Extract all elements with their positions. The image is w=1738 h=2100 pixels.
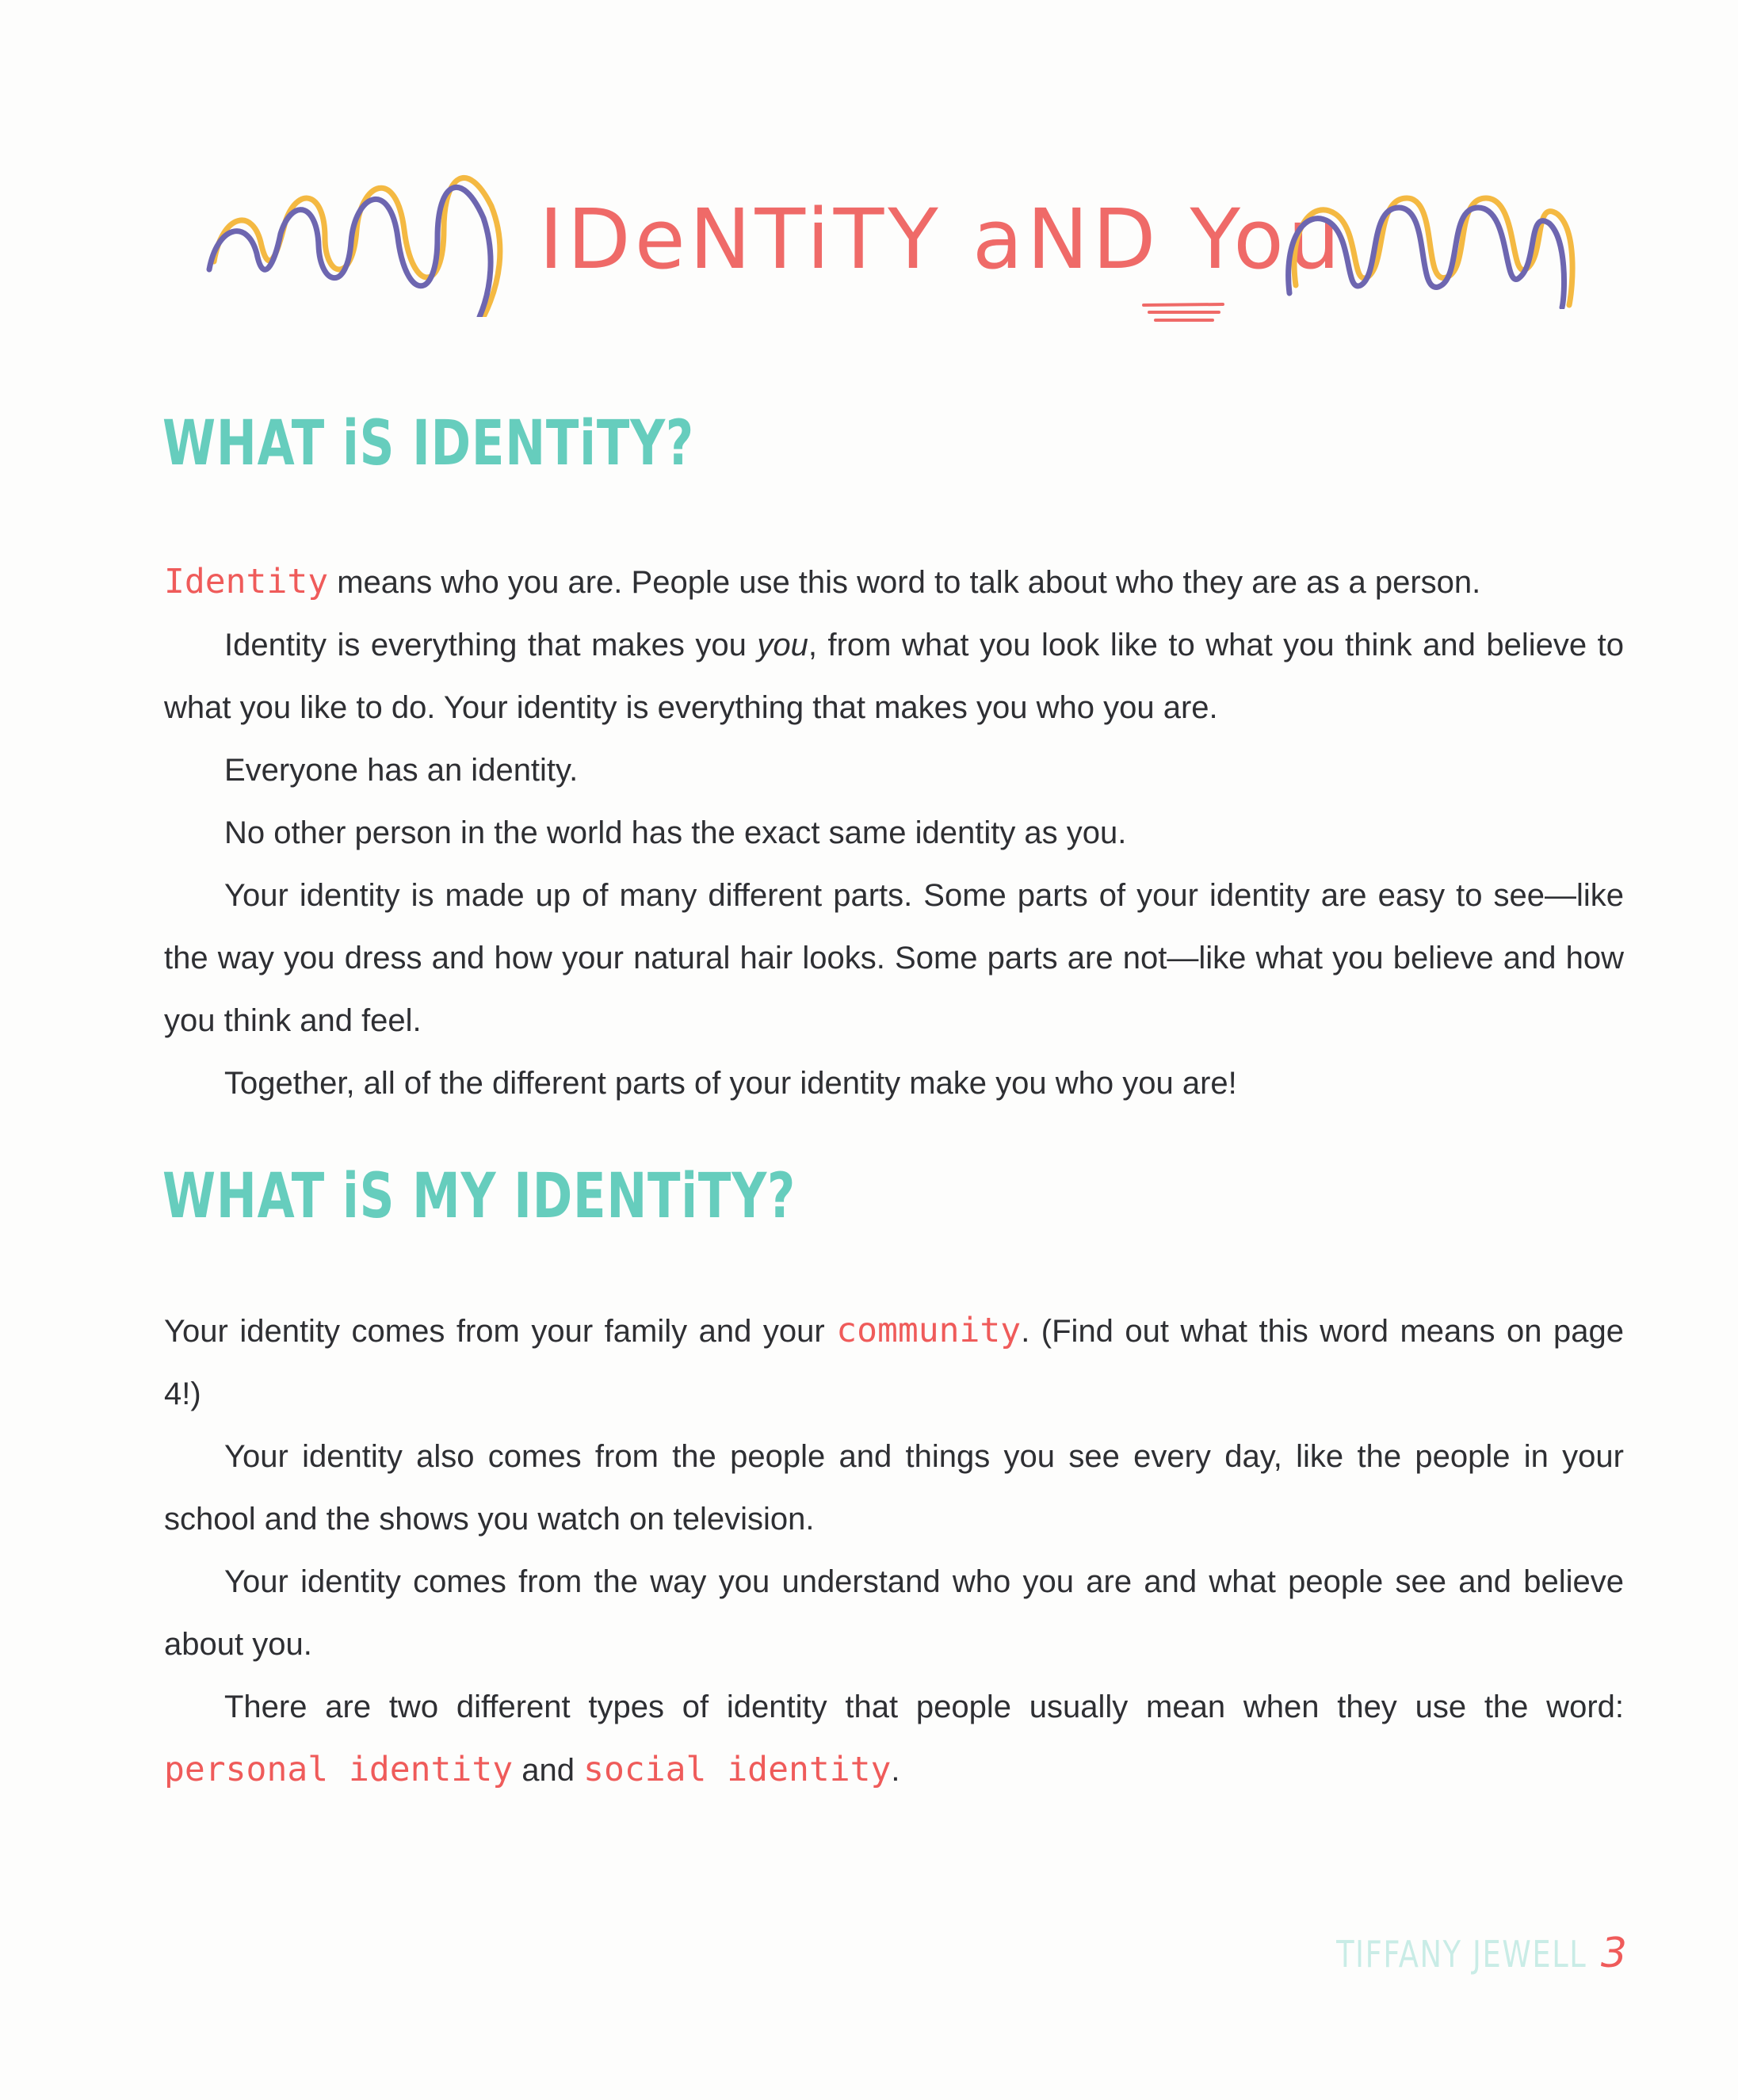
section-heading-what-is-identity: WHAT iS IDENTiTY? (162, 408, 695, 479)
title-underline-marks (1140, 301, 1227, 325)
paragraph (164, 614, 1624, 739)
paragraph: Everyone has an identity. (224, 753, 579, 788)
paragraph: Your identity also comes from the people and things you see every day, like the people in your school and the shows you watch on television. (164, 1439, 1624, 1537)
paragraph-text: Your identity comes from your family and your (164, 1314, 837, 1349)
page-footer (1274, 1930, 1628, 1977)
paragraph (164, 1300, 1624, 1426)
paragraph: Together, all of the different parts of your identity make you who you are! (224, 1066, 1237, 1101)
keyword-personal-identity[interactable]: personal identity (164, 1750, 514, 1789)
paragraph-text: . (Find out what this word means on page 4!) (164, 1314, 1625, 1411)
footer-author: TIFFANY JEWELL (1335, 1933, 1587, 1976)
section-body-what-is-identity (164, 551, 1624, 1115)
keyword-community[interactable]: community (836, 1311, 1022, 1350)
squiggle-left-decoration (206, 158, 523, 317)
title-banner (198, 151, 1593, 341)
paragraph: No other person in the world has the exact same identity as you. (224, 815, 1127, 850)
paragraph (164, 1676, 1624, 1802)
paragraph: Your identity comes from the way you understand who you are and what people see and believe about you. (164, 1564, 1624, 1662)
emphasis-text: you (757, 628, 808, 662)
keyword-social-identity[interactable]: social identity (583, 1750, 892, 1789)
paragraph (164, 551, 1624, 614)
paragraph-text: means who you are. People use this word to talk about who they are as a person. (328, 565, 1481, 600)
paragraph-text: and (513, 1753, 584, 1788)
page-number: 3 (1600, 1930, 1627, 1977)
paragraph-text: . (891, 1753, 900, 1788)
squiggle-right-decoration (1280, 166, 1581, 309)
paragraph: Your identity is made up of many different parts. Some parts of your identity are easy to see—like the way you dress and how your natural hair looks. Some parts are not—like what you believe and how you think and feel. (164, 878, 1624, 1038)
paragraph-text: Identity is everything that makes you (224, 628, 758, 662)
page-title: IDeNTiTY aND You (539, 191, 1344, 288)
section-heading-what-is-my-identity: WHAT iS MY IDENTiTY? (162, 1161, 796, 1232)
keyword-identity[interactable]: Identity (164, 562, 329, 601)
section-body-what-is-my-identity (164, 1300, 1624, 1802)
paragraph-text: There are two different types of identity that people usually mean when they use the word: (224, 1690, 1624, 1724)
paragraph-text: , from what you look like to what you think and believe to what you like to do. Your identity is everything that makes you who you are. (164, 628, 1624, 725)
